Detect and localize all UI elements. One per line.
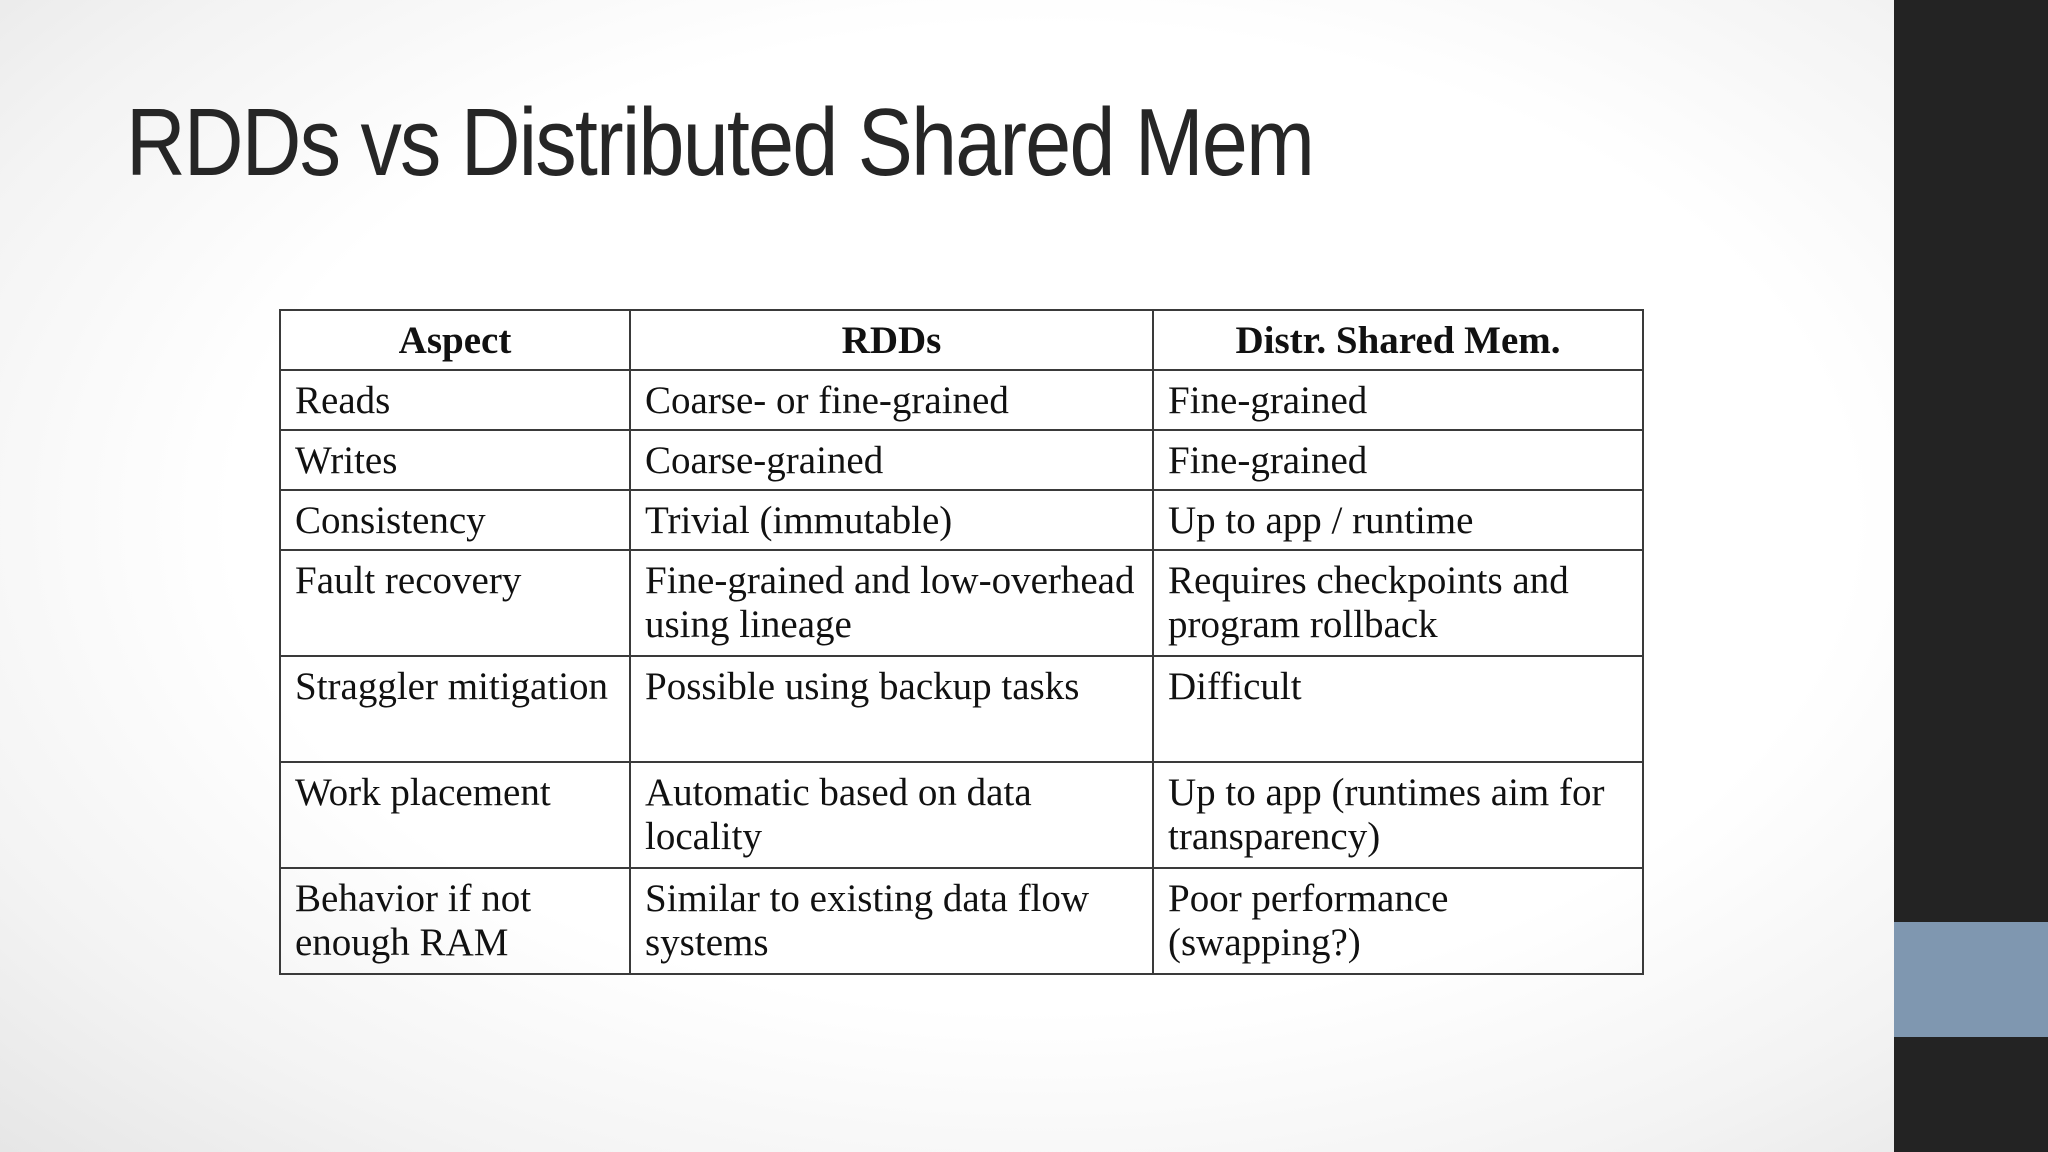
cell-dsm: Up to app (runtimes aim for transparency): [1153, 762, 1643, 868]
table-row: [280, 370, 1643, 430]
cell-dsm: Requires checkpoints and program rollback: [1153, 550, 1643, 656]
header-dsm: Distr. Shared Mem.: [1153, 310, 1643, 370]
cell-aspect: Reads: [280, 370, 630, 430]
table-row: [280, 430, 1643, 490]
cell-dsm: Poor performance (swapping?): [1153, 868, 1643, 974]
header-rdds: RDDs: [630, 310, 1153, 370]
table-row: [280, 656, 1643, 762]
cell-rdds: Fine-grained and low-overhead using lineage: [630, 550, 1153, 656]
table-row: [280, 868, 1643, 974]
cell-aspect: Fault recovery: [280, 550, 630, 656]
comparison-table-container: [279, 309, 1642, 975]
cell-rdds: Similar to existing data flow systems: [630, 868, 1153, 974]
comparison-table: [279, 309, 1644, 975]
table-row: [280, 550, 1643, 656]
cell-aspect: Writes: [280, 430, 630, 490]
cell-dsm: Difficult: [1153, 656, 1643, 762]
cell-dsm: Fine-grained: [1153, 370, 1643, 430]
cell-rdds: Automatic based on data locality: [630, 762, 1153, 868]
cell-rdds: Trivial (immutable): [630, 490, 1153, 550]
table-row: [280, 490, 1643, 550]
table-header-row: [280, 310, 1643, 370]
cell-aspect: Straggler mitigation: [280, 656, 630, 762]
cell-dsm: Up to app / runtime: [1153, 490, 1643, 550]
cell-aspect: Behavior if not enough RAM: [280, 868, 630, 974]
cell-rdds: Possible using backup tasks: [630, 656, 1153, 762]
cell-rdds: Coarse- or fine-grained: [630, 370, 1153, 430]
sidebar-accent-block: [1894, 922, 2048, 1037]
table-row: [280, 762, 1643, 868]
slide-title: RDDs vs Distributed Shared Mem: [126, 89, 1314, 196]
cell-rdds: Coarse-grained: [630, 430, 1153, 490]
cell-dsm: Fine-grained: [1153, 430, 1643, 490]
header-aspect: Aspect: [280, 310, 630, 370]
cell-aspect: Work placement: [280, 762, 630, 868]
cell-aspect: Consistency: [280, 490, 630, 550]
